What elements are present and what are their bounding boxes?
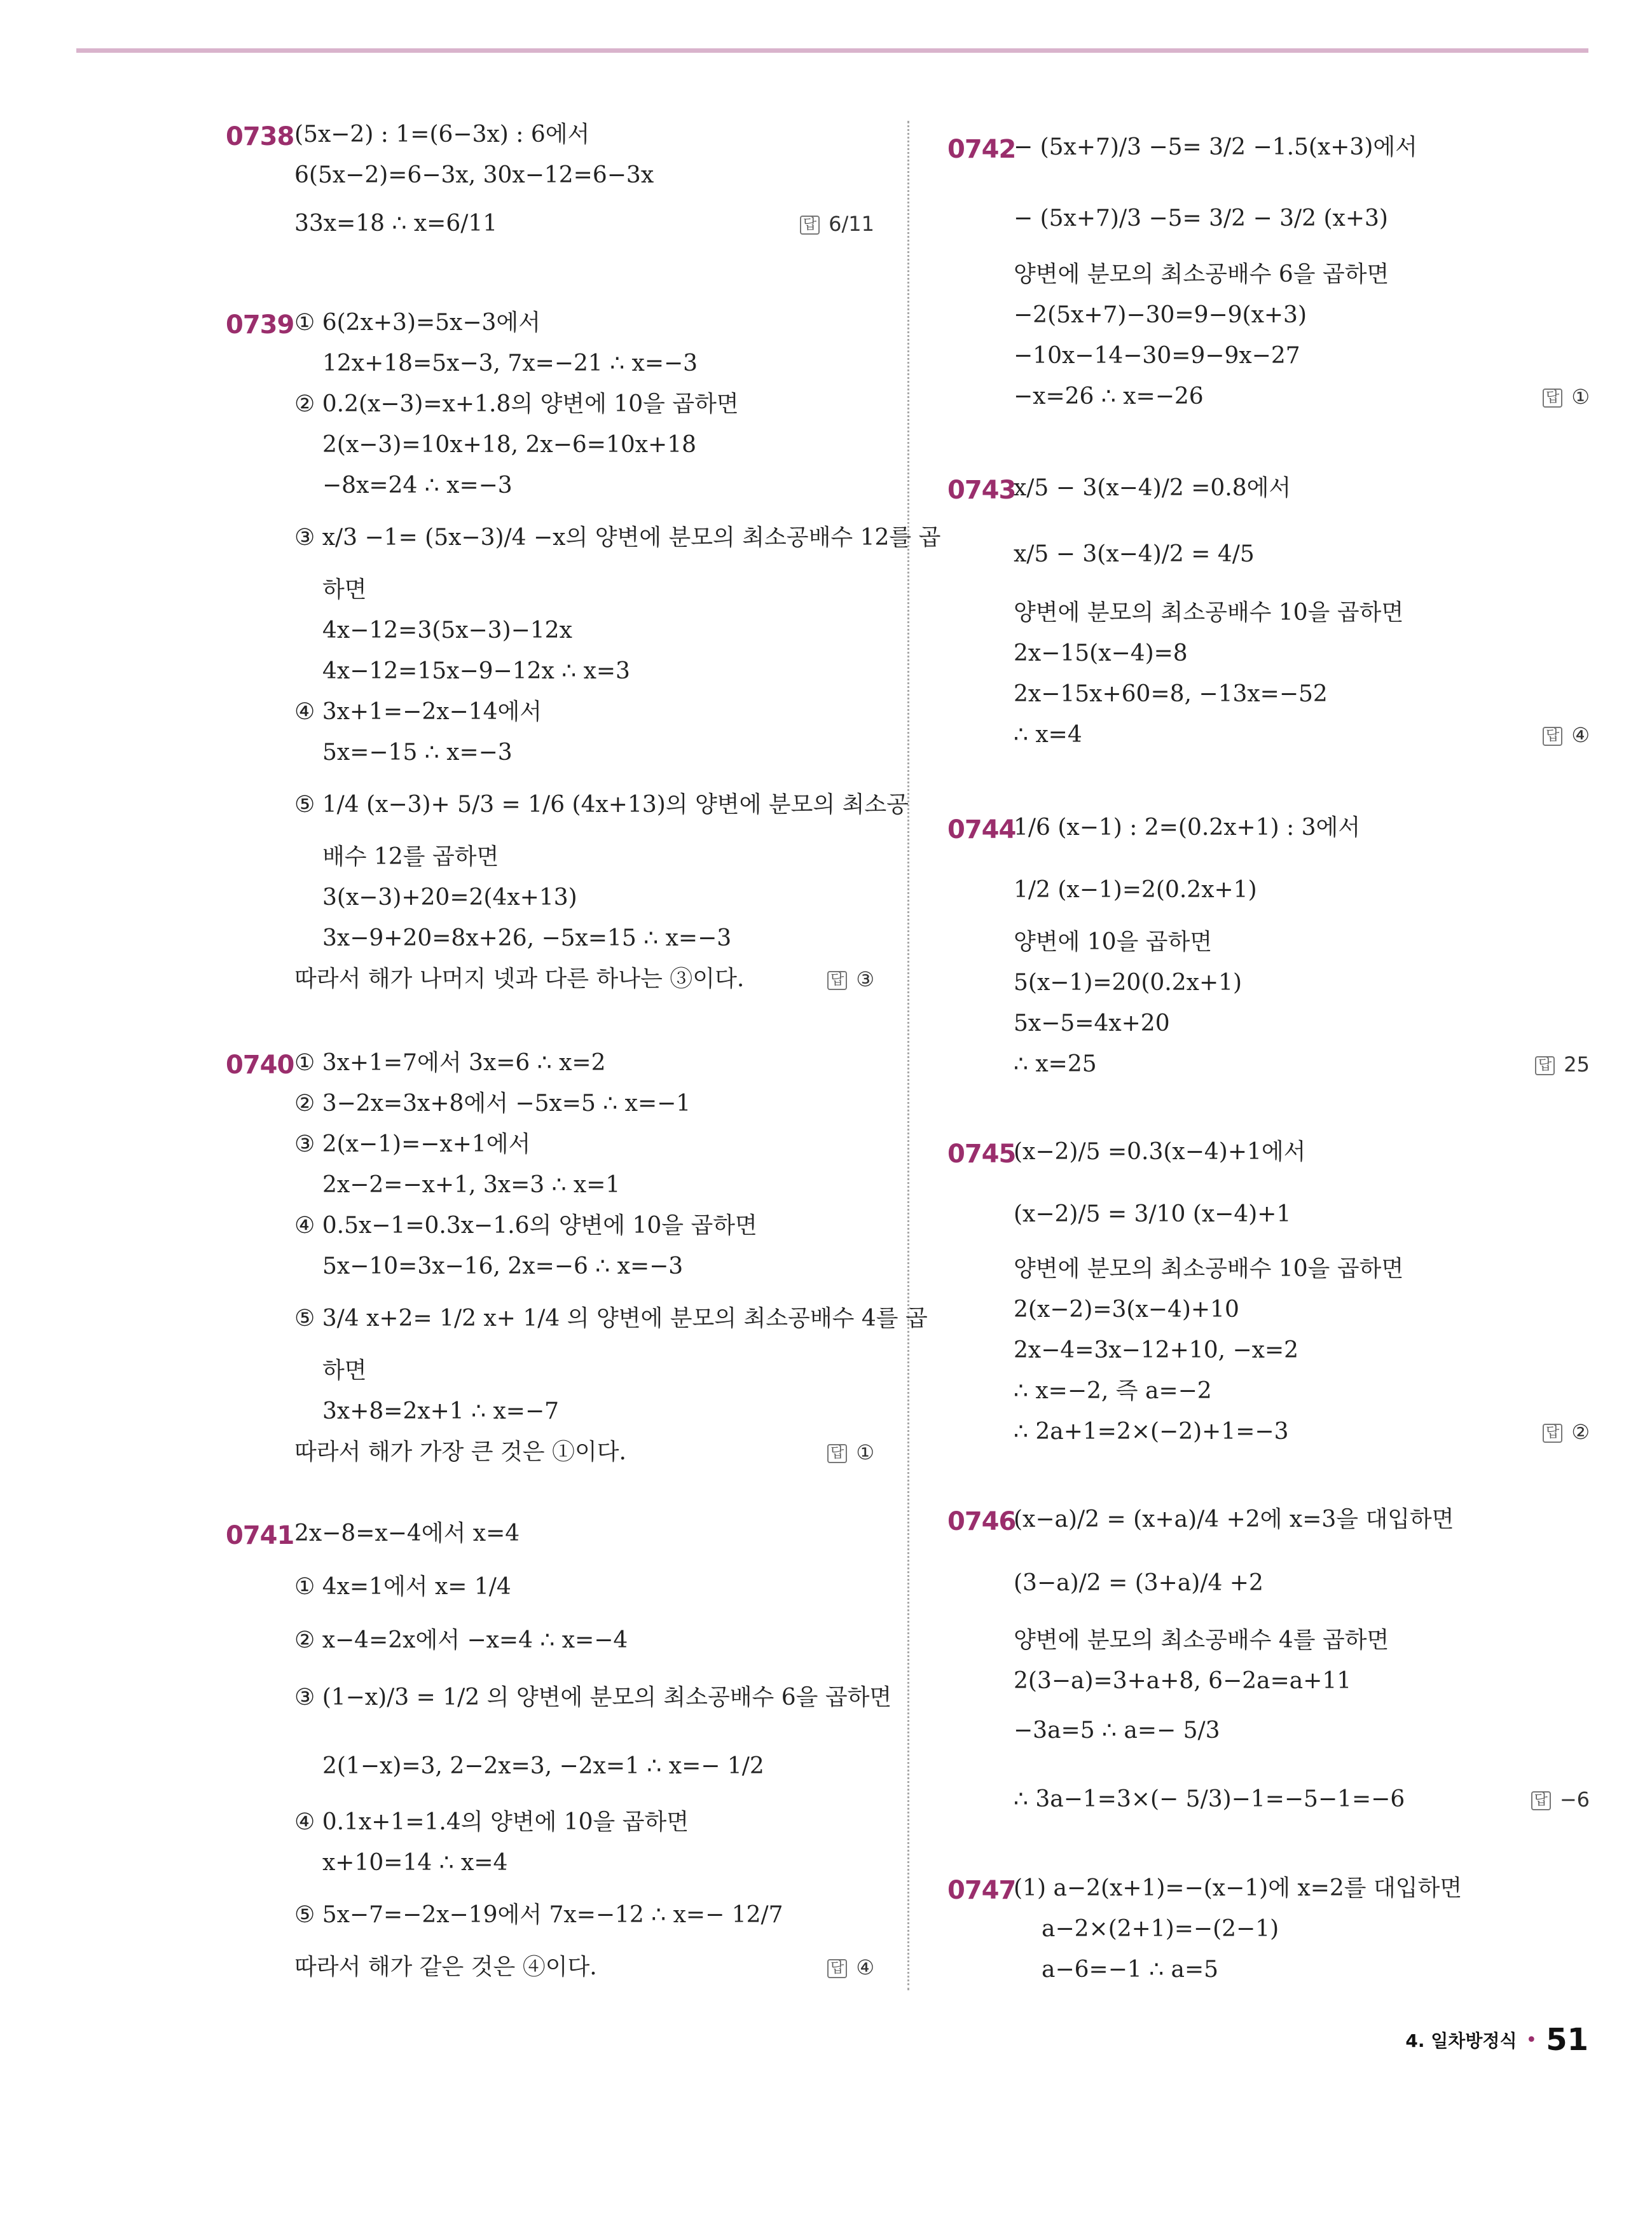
answer [1543,1419,1590,1445]
answer [1543,722,1590,748]
chapter-title: 4. 일차방정식 [1405,2030,1517,2051]
solution-line: 양변에 분모의 최소공배수 4를 곱하면 [1014,1627,1389,1653]
solution-line: ③ 2(x−1)=−x+1에서 [294,1131,531,1157]
solution-line: ∴ x=−2, 즉 a=−2 [1014,1378,1212,1404]
solution-line: ∴ 3a−1=3×(− 5/3)−1=−5−1=−6 [1014,1786,1405,1812]
solution-line: 33x=18 ∴ x=6/11 [294,210,498,237]
solution-line: 6(5x−2)=6−3x, 30x−12=6−3x [294,162,654,188]
solution-line: 3x−9+20=8x+26, −5x=15 ∴ x=−3 [322,925,732,951]
solution-line: (5x−2) : 1=(6−3x) : 6에서 [294,121,590,148]
solution-line: x+10=14 ∴ x=4 [322,1850,508,1876]
solution-line: 배수 12를 곱하면 [322,844,499,870]
solution-line: −3a=5 ∴ a=− 5/3 [1014,1717,1220,1744]
problem-number: 0740 [226,1050,294,1080]
solution-line: − (5x+7)/3 −5= 3/2 −1.5(x+3)에서 [1014,134,1417,160]
solution-line: a−2×(2+1)=−(2−1) [1042,1916,1279,1942]
solution-line: 하면 [322,577,367,603]
solution-line: 2(x−2)=3(x−4)+10 [1014,1297,1239,1323]
solution-line: ④ 0.5x−1=0.3x−1.6의 양변에 10을 곱하면 [294,1213,757,1239]
problem-number: 0746 [947,1507,1016,1536]
solution-line: 12x+18=5x−3, 7x=−21 ∴ x=−3 [322,350,698,376]
solution-line: ③ (1−x)/3 = 1/2 의 양변에 분모의 최소공배수 6을 곱하면 [294,1684,892,1710]
solution-line: 2(3−a)=3+a+8, 6−2a=a+11 [1014,1668,1352,1694]
solution-line: ① 3x+1=7에서 3x=6 ∴ x=2 [294,1050,606,1076]
answer [827,1955,874,1980]
solution-line: ② 0.2(x−3)=x+1.8의 양변에 10을 곱하면 [294,391,739,417]
solution-line: (3−a)/2 = (3+a)/4 +2 [1014,1570,1263,1596]
solution-line: 3x+8=2x+1 ∴ x=−7 [322,1398,560,1424]
solution-line: 2x−2=−x+1, 3x=3 ∴ x=1 [322,1172,621,1198]
solution-line: x/5 − 3(x−4)/2 = 4/5 [1014,541,1255,567]
solution-line: 4x−12=15x−9−12x ∴ x=3 [322,658,630,684]
solution-line: 양변에 10을 곱하면 [1014,929,1213,955]
solution-line: 2x−4=3x−12+10, −x=2 [1014,1337,1299,1363]
solution-line: − (5x+7)/3 −5= 3/2 − 3/2 (x+3) [1014,205,1388,231]
solution-line: ④ 0.1x+1=1.4의 양변에 10을 곱하면 [294,1809,689,1835]
answer-value: 25 [1564,1052,1590,1077]
answer-tag: 답 [800,216,820,235]
solution-line: 따라서 해가 같은 것은 ④이다. [294,1954,597,1980]
answer [1535,1052,1590,1077]
answer [800,211,874,237]
solution-line: (x−2)/5 = 3/10 (x−4)+1 [1014,1201,1291,1227]
answer-tag: 답 [1531,1791,1551,1810]
solution-line: 2x−8=x−4에서 x=4 [294,1520,520,1546]
solution-line: 1/2 (x−1)=2(0.2x+1) [1014,877,1257,903]
solution-line: ∴ 2a+1=2×(−2)+1=−3 [1014,1419,1289,1445]
page-number: 51 [1546,2022,1588,2058]
answer-tag: 답 [1543,727,1562,746]
problem-number: 0742 [947,135,1016,164]
answer-value: ④ [856,1955,874,1979]
answer-value: −6 [1559,1787,1590,1812]
solution-line: ④ 3x+1=−2x−14에서 [294,699,542,725]
solution-line: 1/6 (x−1) : 2=(0.2x+1) : 3에서 [1014,815,1361,841]
top-rule [76,48,1588,53]
answer-tag: 답 [1543,389,1562,408]
answer-tag: 답 [827,1959,847,1978]
problem-number: 0745 [947,1139,1016,1169]
solution-line: ∴ x=25 [1014,1051,1097,1077]
solution-line: −x=26 ∴ x=−26 [1014,383,1204,410]
solution-line: 4x−12=3(5x−3)−12x [322,617,572,644]
solution-line: (x−a)/2 = (x+a)/4 +2에 x=3을 대입하면 [1014,1506,1454,1532]
solution-line: 2x−15(x−4)=8 [1014,640,1188,666]
answer [1531,1787,1590,1812]
solution-line: 2(x−3)=10x+18, 2x−6=10x+18 [322,432,697,458]
solution-line: 5x−5=4x+20 [1014,1010,1170,1036]
answer-value: ③ [856,967,874,991]
solution-line: (x−2)/5 =0.3(x−4)+1에서 [1014,1139,1306,1165]
answer-value: ① [856,1440,874,1464]
solution-line: −8x=24 ∴ x=−3 [322,472,513,499]
answer [827,1440,874,1465]
answer-tag: 답 [827,1444,847,1463]
solution-line: ② x−4=2x에서 −x=4 ∴ x=−4 [294,1627,628,1653]
solution-line: ∴ x=4 [1014,722,1082,748]
solution-line: −2(5x+7)−30=9−9(x+3) [1014,302,1307,328]
solution-line: ⑤ 3/4 x+2= 1/2 x+ 1/4 의 양변에 분모의 최소공배수 4를 곱 [294,1305,928,1332]
solution-line: 3(x−3)+20=2(4x+13) [322,884,577,911]
solution-line: ⑤ 1/4 (x−3)+ 5/3 = 1/6 (4x+13)의 양변에 분모의 최소공 [294,792,909,818]
problem-number: 0747 [947,1876,1016,1905]
answer [1543,384,1590,410]
bullet: • [1525,2028,1538,2051]
solution-line: 양변에 분모의 최소공배수 10을 곱하면 [1014,1256,1404,1282]
problem-number: 0743 [947,476,1016,505]
answer-value: 6/11 [829,212,874,236]
answer-value: ④ [1571,723,1590,747]
solution-line: 따라서 해가 나머지 넷과 다른 하나는 ③이다. [294,966,745,992]
problem-number: 0738 [226,122,294,151]
problem-number: 0739 [226,310,294,340]
solution-line: 5x−10=3x−16, 2x=−6 ∴ x=−3 [322,1253,684,1279]
answer-tag: 답 [1535,1056,1555,1075]
solution-line: ① 4x=1에서 x= 1/4 [294,1574,511,1600]
answer [827,967,874,992]
solution-line: 2x−15x+60=8, −13x=−52 [1014,681,1328,707]
page-footer [1405,2022,1588,2058]
solution-line: 5x=−15 ∴ x=−3 [322,740,513,766]
solution-line: ③ x/3 −1= (5x−3)/4 −x의 양변에 분모의 최소공배수 12를 곱 [294,525,941,551]
problem-number: 0744 [947,815,1016,844]
solution-line: 5(x−1)=20(0.2x+1) [1014,970,1242,996]
solution-line: 따라서 해가 가장 큰 것은 ①이다. [294,1439,626,1465]
solution-line: x/5 − 3(x−4)/2 =0.8에서 [1014,475,1291,501]
answer-tag: 답 [1543,1424,1562,1443]
solution-line: −10x−14−30=9−9x−27 [1014,343,1300,369]
answer-tag: 답 [827,971,847,990]
solution-line: ② 3−2x=3x+8에서 −5x=5 ∴ x=−1 [294,1091,691,1117]
solution-line: ① 6(2x+3)=5x−3에서 [294,310,540,336]
solution-line: (1) a−2(x+1)=−(x−1)에 x=2를 대입하면 [1014,1875,1463,1901]
column-divider [907,121,909,1990]
answer-value: ① [1571,385,1590,409]
problem-number: 0741 [226,1521,294,1550]
solution-line: 2(1−x)=3, 2−2x=3, −2x=1 ∴ x=− 1/2 [322,1753,764,1779]
solution-line: ⑤ 5x−7=−2x−19에서 7x=−12 ∴ x=− 12/7 [294,1902,783,1928]
solution-line: a−6=−1 ∴ a=5 [1042,1957,1219,1983]
solution-line: 양변에 분모의 최소공배수 6을 곱하면 [1014,261,1389,287]
answer-value: ② [1571,1420,1590,1444]
solution-line: 하면 [322,1358,367,1384]
solution-line: 양변에 분모의 최소공배수 10을 곱하면 [1014,600,1404,626]
